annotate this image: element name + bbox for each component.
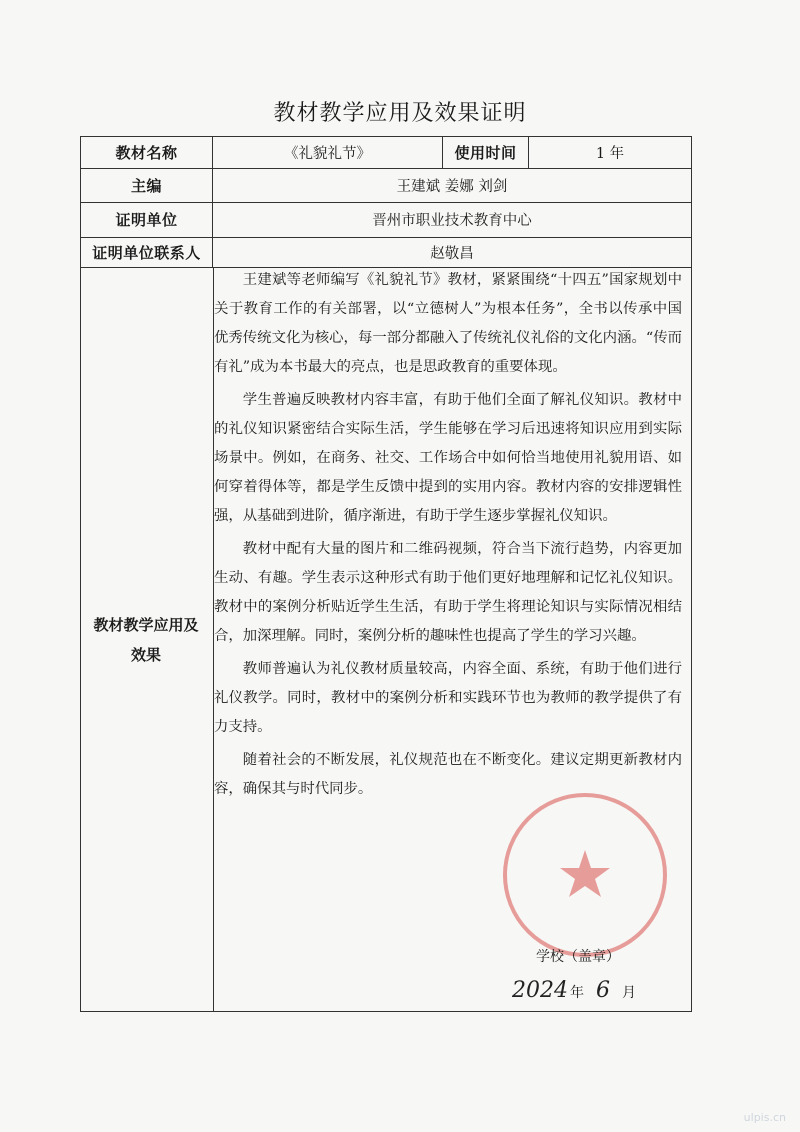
table-row bbox=[81, 168, 691, 203]
effect-label-line2: 效果 bbox=[130, 646, 161, 664]
body-paragraph: 随着社会的不断发展，礼仪规范也在不断变化。建议定期更新教材内容，确保其与时代同步。 bbox=[214, 752, 682, 797]
year-unit: 年 bbox=[570, 985, 584, 1001]
handwritten-month: 6 bbox=[596, 978, 610, 1003]
label-contact-person: 证明单位联系人 bbox=[81, 237, 213, 267]
value-editors: 王建斌 姜娜 刘剑 bbox=[396, 178, 508, 195]
table-row bbox=[81, 237, 691, 268]
handwritten-year: 2024 bbox=[512, 978, 568, 1003]
page-title: 教材教学应用及效果证明 bbox=[273, 101, 527, 126]
effect-label bbox=[80, 610, 212, 670]
month-unit: 月 bbox=[622, 985, 636, 1001]
value-textbook-name: 《礼貌礼节》 bbox=[213, 137, 443, 168]
label-textbook-name: 教材名称 bbox=[81, 137, 213, 168]
label-certifying-unit: 证明单位 bbox=[81, 202, 213, 237]
effect-body bbox=[214, 266, 682, 808]
value-usage-time: 1 年 bbox=[595, 146, 625, 162]
effect-label-line1: 教材教学应用及 bbox=[93, 616, 199, 634]
table-row bbox=[81, 202, 691, 238]
label-editors: 主编 bbox=[81, 168, 213, 202]
body-paragraph: 教师普遍认为礼仪教材质量较高，内容全面、系统，有助于他们进行礼仪教学。同时，教材中的案例分析和实践环节也为教师的教学提供了有力支持。 bbox=[214, 661, 682, 735]
value-certifying-unit: 晋州市职业技术教育中心 bbox=[372, 213, 532, 229]
date-line bbox=[512, 978, 636, 1003]
body-paragraph: 王建斌等老师编写《礼貌礼节》教材，紧紧围绕“十四五”国家规划中关于教育工作的有关部署，以“立德树人”为根本任务”，全书以传承中国优秀传统文化为核心，每一部分都融入了传统礼仪礼俗的文化内涵。“传而有礼”成为本书最大的亮点，也是思政教育的重要体现。 bbox=[214, 272, 682, 375]
label-usage-time: 使用时间 bbox=[443, 137, 529, 168]
body-paragraph: 学生普遍反映教材内容丰富，有助于他们全面了解礼仪知识。教材中的礼仪知识紧密结合实际生活，学生能够在学习后迅速将知识应用到实际场景中。例如，在商务、社交、工作场合中如何恰当地使用礼貌用语、如何穿着得体等，都是学生反馈中提到的实用内容。教材内容的安排逻辑性强，从基础到进阶，循序渐进，有助于学生逐步掌握礼仪知识。 bbox=[214, 392, 682, 524]
value-contact-person: 赵敬昌 bbox=[430, 245, 474, 262]
school-seal-label: 学校（盖章） bbox=[536, 949, 620, 965]
body-paragraph: 教材中配有大量的图片和二维码视频，符合当下流行趋势，内容更加生动、有趣。学生表示这种形式有助于他们更好地理解和记忆礼仪知识。教材中的案例分析贴近学生生活，有助于学生将理论知识与实际情况相结合，加深理解。同时，案例分析的趣味性也提高了学生的学习兴趣。 bbox=[214, 541, 682, 644]
watermark: ulpis.cn bbox=[743, 1111, 786, 1124]
table-row bbox=[81, 137, 691, 169]
